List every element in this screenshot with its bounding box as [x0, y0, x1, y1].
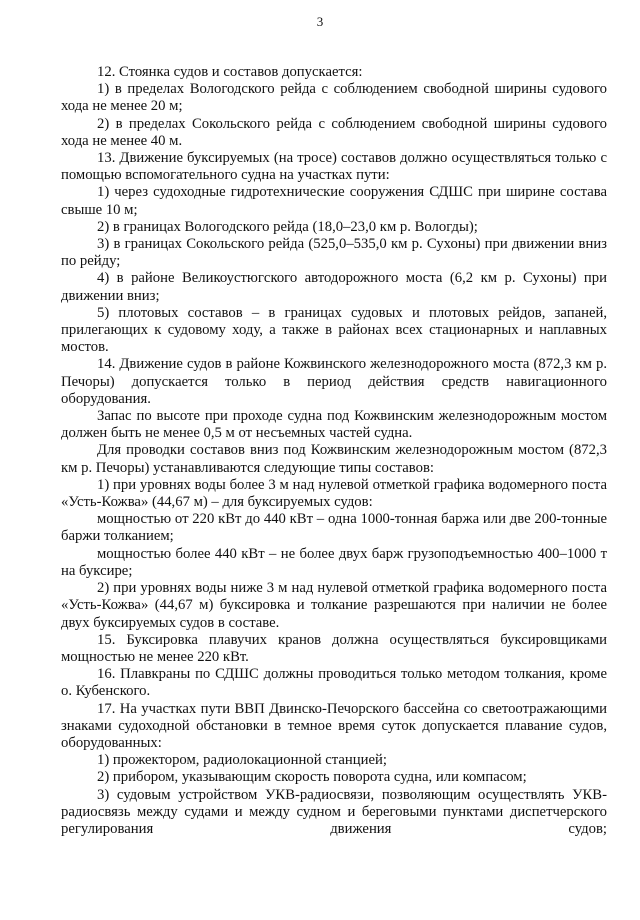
paragraph-14-power-220-440: мощностью от 220 кВт до 440 кВт – одна 1000-тонная баржа или две 200-тонные баржи толканием;	[61, 511, 607, 545]
paragraph-14: 14. Движение судов в районе Кожвинского железнодорожного моста (872,3 км р. Печоры) допускается только в период действия средств навигационного оборудования.	[61, 356, 607, 407]
page-number: 3	[316, 14, 324, 29]
paragraph-16: 16. Плавкраны по СДШС должны проводиться только методом толкания, кроме о. Кубенского.	[61, 666, 607, 700]
paragraph-17-item-2: 2) прибором, указывающим скорость поворота судна, или компасом;	[97, 769, 527, 786]
paragraph-13-item-5: 5) плотовых составов – в границах судовых и плотовых рейдов, запаней, прилегающих к судовому ходу, а также в районах всех стационарных и наплавных мостов.	[61, 304, 607, 356]
paragraph-13-item-4: 4) в районе Великоустюгского автодорожного моста (6,2 км р. Сухоны) при движении вниз;	[61, 270, 607, 304]
paragraph-14-convoy-types: Для проводки составов вниз под Кожвинским железнодорожным мостом (872,3 км р. Печоры) устанавливаются следующие типы составов:	[61, 442, 607, 476]
paragraph-14-item-2: 2) при уровнях воды ниже 3 м над нулевой отметкой графика водомерного поста «Усть-Кожва» (44,67 м) буксировка и толкание разрешаются при наличии не более двух буксируемых судов в составе.	[61, 580, 607, 631]
paragraph-14-power-over-440: мощностью более 440 кВт – не более двух барж грузоподъемностью 400–1000 т на буксире;	[61, 545, 607, 579]
paragraph-15: 15. Буксировка плавучих кранов должна осуществляться буксировщиками мощностью не менее 220 кВт.	[61, 631, 607, 665]
paragraph-14-clearance: Запас по высоте при проходе судна под Кожвинским железнодорожным мостом должен быть не менее 0,5 м от несъемных частей судна.	[61, 408, 607, 442]
paragraph-17-item-3: 3) судовым устройством УКВ-радиосвязи, позволяющим осуществлять УКВ-радиосвязь между судами и между судном и береговыми пунктами диспетчерского регулирования движения судов;	[61, 786, 607, 837]
paragraph-17: 17. На участках пути ВВП Двинско-Печорского бассейна со светоотражающими знаками судоходной обстановки в темное время суток допускается плавание судов, оборудованных:	[61, 700, 607, 751]
paragraph-13-item-3: 3) в границах Сокольского рейда (525,0–535,0 км р. Сухоны) при движении вниз по рейду;	[61, 236, 607, 270]
paragraph-12-item-2: 2) в пределах Сокольского рейда с соблюдением свободной ширины судового хода не менее 40 м.	[61, 115, 607, 149]
paragraph-13: 13. Движение буксируемых (на тросе) составов должно осуществляться только с помощью вспомогательного судна на участках пути:	[61, 150, 607, 184]
paragraph-12: 12. Стоянка судов и составов допускается:	[97, 64, 363, 80]
paragraph-12-item-1: 1) в пределах Вологодского рейда с соблюдением свободной ширины судового хода не менее 20 м;	[61, 81, 607, 115]
paragraph-13-item-2: 2) в границах Вологодского рейда (18,0–23,0 км р. Вологды);	[97, 218, 478, 235]
paragraph-14-item-1: 1) при уровнях воды более 3 м над нулевой отметкой графика водомерного поста «Усть-Кожва» (44,67 м) – для буксируемых судов:	[61, 476, 607, 511]
document-body	[61, 64, 607, 838]
paragraph-13-item-1: 1) через судоходные гидротехнические сооружения СДШС при ширине состава свыше 10 м;	[61, 184, 607, 218]
paragraph-17-item-1: 1) прожектором, радиолокационной станцией;	[97, 752, 387, 769]
